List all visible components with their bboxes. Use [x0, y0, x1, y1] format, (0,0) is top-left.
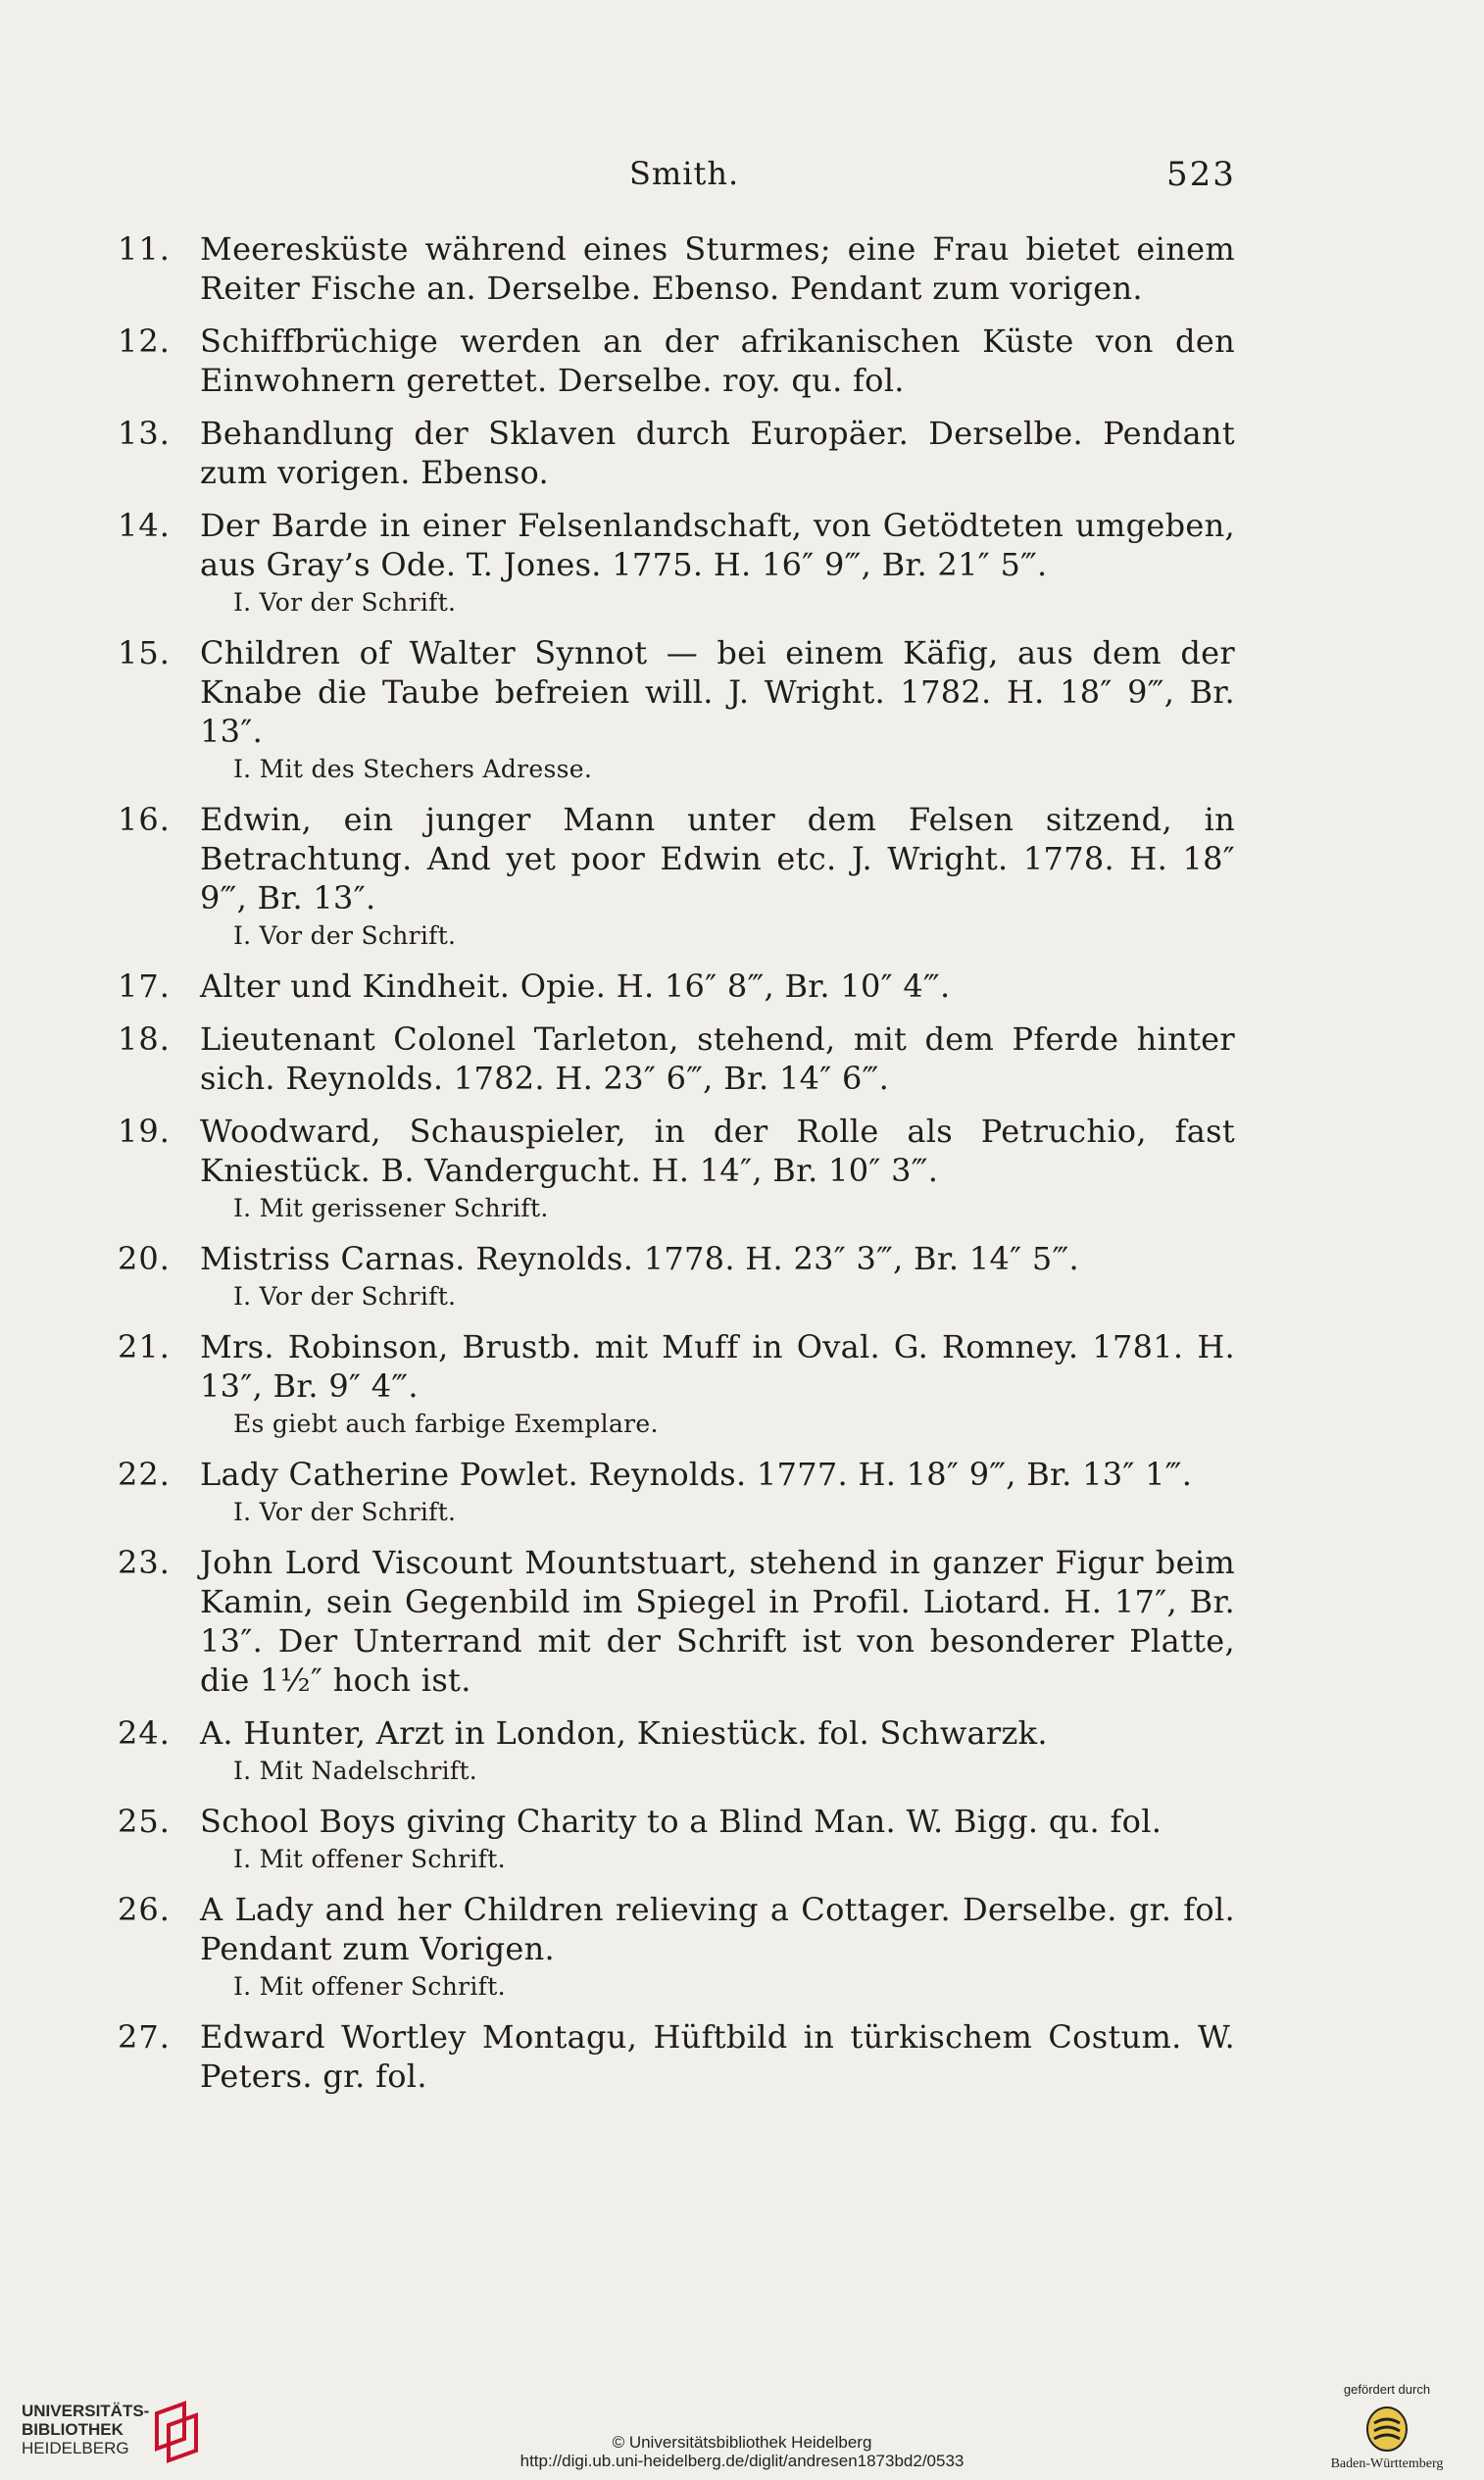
catalogue-entry: [118, 1239, 1235, 1314]
library-name: [22, 2402, 149, 2457]
entry-text: A. Hunter, Arzt in London, Kniestück. fol. Schwarzk.: [200, 1714, 1048, 1752]
catalogue-entry: [118, 633, 1235, 786]
entry-text: Children of Walter Synnot — bei einem Käfig, aus dem der Knabe die Taube befreien will. J. Wright. 1782. H. 18″ 9‴, Br. 13″.: [200, 634, 1235, 750]
catalogue-entry: [118, 800, 1235, 953]
entry-number: 23.: [118, 1544, 171, 1581]
entry-text: Edward Wortley Montagu, Hüftbild in türkischem Costum. W. Peters. gr. fol.: [200, 2018, 1235, 2095]
entry-text: Behandlung der Sklaven durch Europäer. Derselbe. Pendant zum vorigen. Ebenso.: [200, 415, 1235, 491]
catalogue-entry: [118, 2017, 1235, 2096]
entry-state-note: I. Vor der Schrift.: [233, 588, 457, 617]
entry-number: 18.: [118, 1020, 171, 1058]
entry-state-note: Es giebt auch farbige Exemplare.: [233, 1410, 659, 1438]
entry-text: Lady Catherine Powlet. Reynolds. 1777. H. 18″ 9‴, Br. 13″ 1‴.: [200, 1456, 1193, 1493]
entry-number: 17.: [118, 967, 171, 1005]
permalink-url[interactable]: http://digi.ub.uni-heidelberg.de/diglit/andresen1873bd2/0533: [519, 2452, 965, 2470]
catalogue-entry: [118, 1327, 1235, 1441]
entry-state-note: I. Vor der Schrift.: [233, 921, 457, 950]
funder-name: Baden-Württemberg: [1330, 2456, 1444, 2471]
catalogue-entry: [118, 229, 1235, 308]
library-logo[interactable]: [22, 2400, 218, 2470]
library-name-line2: BIBLIOTHEK: [22, 2420, 124, 2439]
entry-state-note: I. Vor der Schrift.: [233, 1498, 457, 1526]
entry-text: Mistriss Carnas. Reynolds. 1778. H. 23″ 3‴, Br. 14″ 5‴.: [200, 1240, 1079, 1277]
entry-number: 12.: [118, 322, 171, 360]
catalogue-entry: [118, 1802, 1235, 1876]
entry-text: School Boys giving Charity to a Blind Man. W. Bigg. qu. fol.: [200, 1803, 1162, 1840]
entry-number: 22.: [118, 1456, 171, 1493]
footer: [0, 2372, 1484, 2480]
catalogue-entry: [118, 1713, 1235, 1788]
entry-text: John Lord Viscount Mountstuart, stehend in ganzer Figur beim Kamin, sein Gegenbild im Spiegel in Profil. Liotard. H. 17″, Br. 13″. Der Unterrand mit der Schrift ist von besonderer Platte, die 1½″ hoch ist.: [200, 1544, 1235, 1699]
entry-number: 26.: [118, 1891, 171, 1928]
catalogue-entry: [118, 1455, 1235, 1529]
entry-number: 11.: [118, 230, 171, 268]
entry-text: Mrs. Robinson, Brustb. mit Muff in Oval. G. Romney. 1781. H. 13″, Br. 9″ 4‴.: [200, 1328, 1235, 1405]
library-name-line1: UNIVERSITÄTS-: [22, 2402, 150, 2420]
entry-text: Edwin, ein junger Mann unter dem Felsen sitzend, in Betrachtung. And yet poor Edwin etc. J. Wright. 1778. H. 18″ 9‴, Br. 13″.: [200, 801, 1235, 917]
entry-number: 27.: [118, 2018, 171, 2056]
funder-label: gefördert durch: [1343, 2382, 1431, 2397]
entry-number: 14.: [118, 507, 171, 544]
entry-number: 25.: [118, 1803, 171, 1840]
entry-text: Alter und Kindheit. Opie. H. 16″ 8‴, Br. 10″ 4‴.: [200, 967, 951, 1005]
catalogue-entry: [118, 1543, 1235, 1700]
copyright-text: © Universitätsbibliothek Heidelberg: [612, 2433, 872, 2452]
state-crest-icon[interactable]: [1360, 2402, 1413, 2455]
entry-number: 16.: [118, 801, 171, 838]
entry-number: 24.: [118, 1714, 171, 1752]
library-name-line3: HEIDELBERG: [22, 2439, 129, 2457]
running-head: [0, 155, 1484, 198]
library-mark-icon: [149, 2400, 218, 2468]
catalogue-entry: [118, 506, 1235, 620]
entry-number: 20.: [118, 1240, 171, 1277]
entry-text: Schiffbrüchige werden an der afrikanischen Küste von den Einwohnern gerettet. Derselbe. roy. qu. fol.: [200, 322, 1235, 399]
catalogue-entry: [118, 1019, 1235, 1098]
entry-state-note: I. Mit offener Schrift.: [233, 1845, 506, 1873]
catalogue-entries: [118, 229, 1235, 2109]
entry-number: 19.: [118, 1113, 171, 1150]
entry-number: 15.: [118, 634, 171, 671]
catalogue-entry: [118, 967, 1235, 1006]
catalogue-entry: [118, 1890, 1235, 2004]
running-head-title: Smith.: [629, 155, 740, 192]
entry-state-note: I. Mit des Stechers Adresse.: [233, 755, 593, 783]
entry-text: Lieutenant Colonel Tarleton, stehend, mit dem Pferde hinter sich. Reynolds. 1782. H. 23″ 6‴, Br. 14″ 6‴.: [200, 1020, 1235, 1097]
entry-state-note: I. Mit gerissener Schrift.: [233, 1194, 549, 1222]
entry-number: 13.: [118, 415, 171, 452]
entry-text: Meeresküste während eines Sturmes; eine Frau bietet einem Reiter Fische an. Derselbe. Ebenso. Pendant zum vorigen.: [200, 230, 1235, 307]
catalogue-entry: [118, 414, 1235, 492]
entry-text: Der Barde in einer Felsenlandschaft, von Getödteten umgeben, aus Gray’s Ode. T. Jones. 1775. H. 16″ 9‴, Br. 21″ 5‴.: [200, 507, 1235, 583]
page-number: 523: [1166, 155, 1236, 194]
entry-state-note: I. Mit Nadelschrift.: [233, 1757, 478, 1785]
funder-block: [1304, 2382, 1470, 2472]
catalogue-entry: [118, 322, 1235, 400]
entry-number: 21.: [118, 1328, 171, 1365]
entry-state-note: I. Mit offener Schrift.: [233, 1972, 506, 2001]
entry-text: A Lady and her Children relieving a Cottager. Derselbe. gr. fol. Pendant zum Vorigen.: [200, 1891, 1235, 1967]
entry-text: Woodward, Schauspieler, in der Rolle als Petruchio, fast Kniestück. B. Vandergucht. H. 14″, Br. 10″ 3‴.: [200, 1113, 1235, 1189]
catalogue-entry: [118, 1112, 1235, 1225]
copyright-block: [392, 2433, 1092, 2470]
entry-state-note: I. Vor der Schrift.: [233, 1282, 457, 1311]
